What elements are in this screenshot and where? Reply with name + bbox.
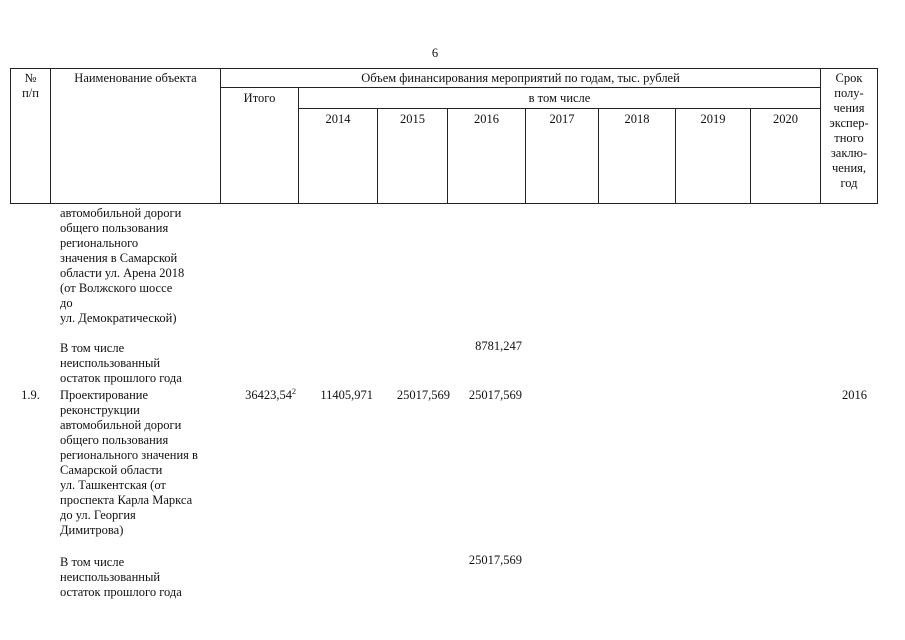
header-year-2019: 2019 [700, 112, 726, 126]
row-1-9-sub-label [60, 555, 182, 600]
row-1-9-sub-2016-value: 25017,569 [468, 553, 522, 567]
col-divider-num [50, 68, 51, 204]
header-deadline-line: полу- [834, 86, 864, 100]
header-year-2020: 2020 [773, 112, 798, 126]
name-line: регионального значения в [60, 448, 198, 462]
continuation-sub-label [60, 341, 182, 386]
name-line: (от Волжского шоссе [60, 281, 173, 295]
row-1-9-2016-value: 25017,569 [468, 388, 522, 402]
name-line: Проектирование [60, 388, 149, 402]
header-year-2017: 2017 [549, 112, 575, 126]
name-line: ул. Демократической) [60, 311, 177, 325]
header-name-cell: Наименование объекта [74, 71, 197, 85]
row-1-9-total [222, 388, 296, 403]
name-line: до ул. Георгия [60, 508, 136, 522]
name-line: общего пользования [60, 221, 169, 235]
header-deadline-line: экспер- [829, 116, 869, 130]
header-year-2018: 2018 [624, 112, 650, 126]
sub-label-line: неиспользованный [60, 356, 161, 370]
header-year-2015: 2015 [400, 112, 425, 126]
row-1-9-object-name [60, 388, 198, 538]
table-top-border [10, 68, 878, 69]
header-including-cell: в том числе [528, 91, 591, 105]
header-num-cell [11, 71, 50, 101]
header-year-2016: 2016 [474, 112, 499, 126]
page-number: 6 [431, 46, 439, 60]
sub-label-line: неиспользованный [60, 570, 161, 584]
table-right-border [877, 68, 878, 204]
funding-header-divider [220, 87, 820, 88]
name-line: до [60, 296, 73, 310]
sub-label-line: В том числе [60, 341, 125, 355]
row-1-9-deadline: 2016 [842, 388, 867, 402]
row-1-9-2014-value: 11405,971 [320, 388, 373, 402]
header-deadline-line: Срок [835, 71, 863, 85]
header-deadline-line: заклю- [830, 146, 868, 160]
row-1-9-number: 1.9. [21, 388, 40, 402]
total-value: 36423,54 [245, 388, 292, 402]
name-line: регионального [60, 236, 139, 250]
header-deadline-line: чения, [831, 161, 867, 175]
name-line: реконструкции [60, 403, 140, 417]
header-year-2014: 2014 [325, 112, 351, 126]
header-num-line: № [24, 71, 37, 85]
name-line: Самарской области [60, 463, 163, 477]
header-num-line: п/п [22, 86, 39, 100]
sub-label-line: В том числе [60, 555, 125, 569]
name-line: ул. Ташкентская (от [60, 478, 166, 492]
name-line: значения в Самарской [60, 251, 178, 265]
header-deadline-line: чения [833, 101, 865, 115]
total-footnote-mark: 2 [292, 386, 296, 396]
sub-label-line: остаток прошлого года [60, 585, 182, 599]
header-deadline-cell [821, 71, 877, 191]
header-deadline-line: тного [834, 131, 864, 145]
name-line: проспекта Карла Маркса [60, 493, 193, 507]
header-total-cell: Итого [243, 91, 276, 105]
table-header-bottom-border [10, 203, 878, 204]
name-line: области ул. Арена 2018 [60, 266, 185, 280]
name-line: Димитрова) [60, 523, 124, 537]
col-divider-name [220, 68, 221, 204]
name-line: автомобильной дороги [60, 418, 182, 432]
header-deadline-line: год [840, 176, 858, 190]
name-line: автомобильной дороги [60, 206, 182, 220]
sub-label-line: остаток прошлого года [60, 371, 182, 385]
row-1-9-2015-value: 25017,569 [396, 388, 450, 402]
header-funding-cell: Объем финансирования мероприятий по годам, тыс. рублей [361, 71, 680, 85]
continuation-sub-2016-value: 8781,247 [475, 339, 522, 353]
name-line: общего пользования [60, 433, 169, 447]
continuation-object-name [60, 206, 184, 326]
